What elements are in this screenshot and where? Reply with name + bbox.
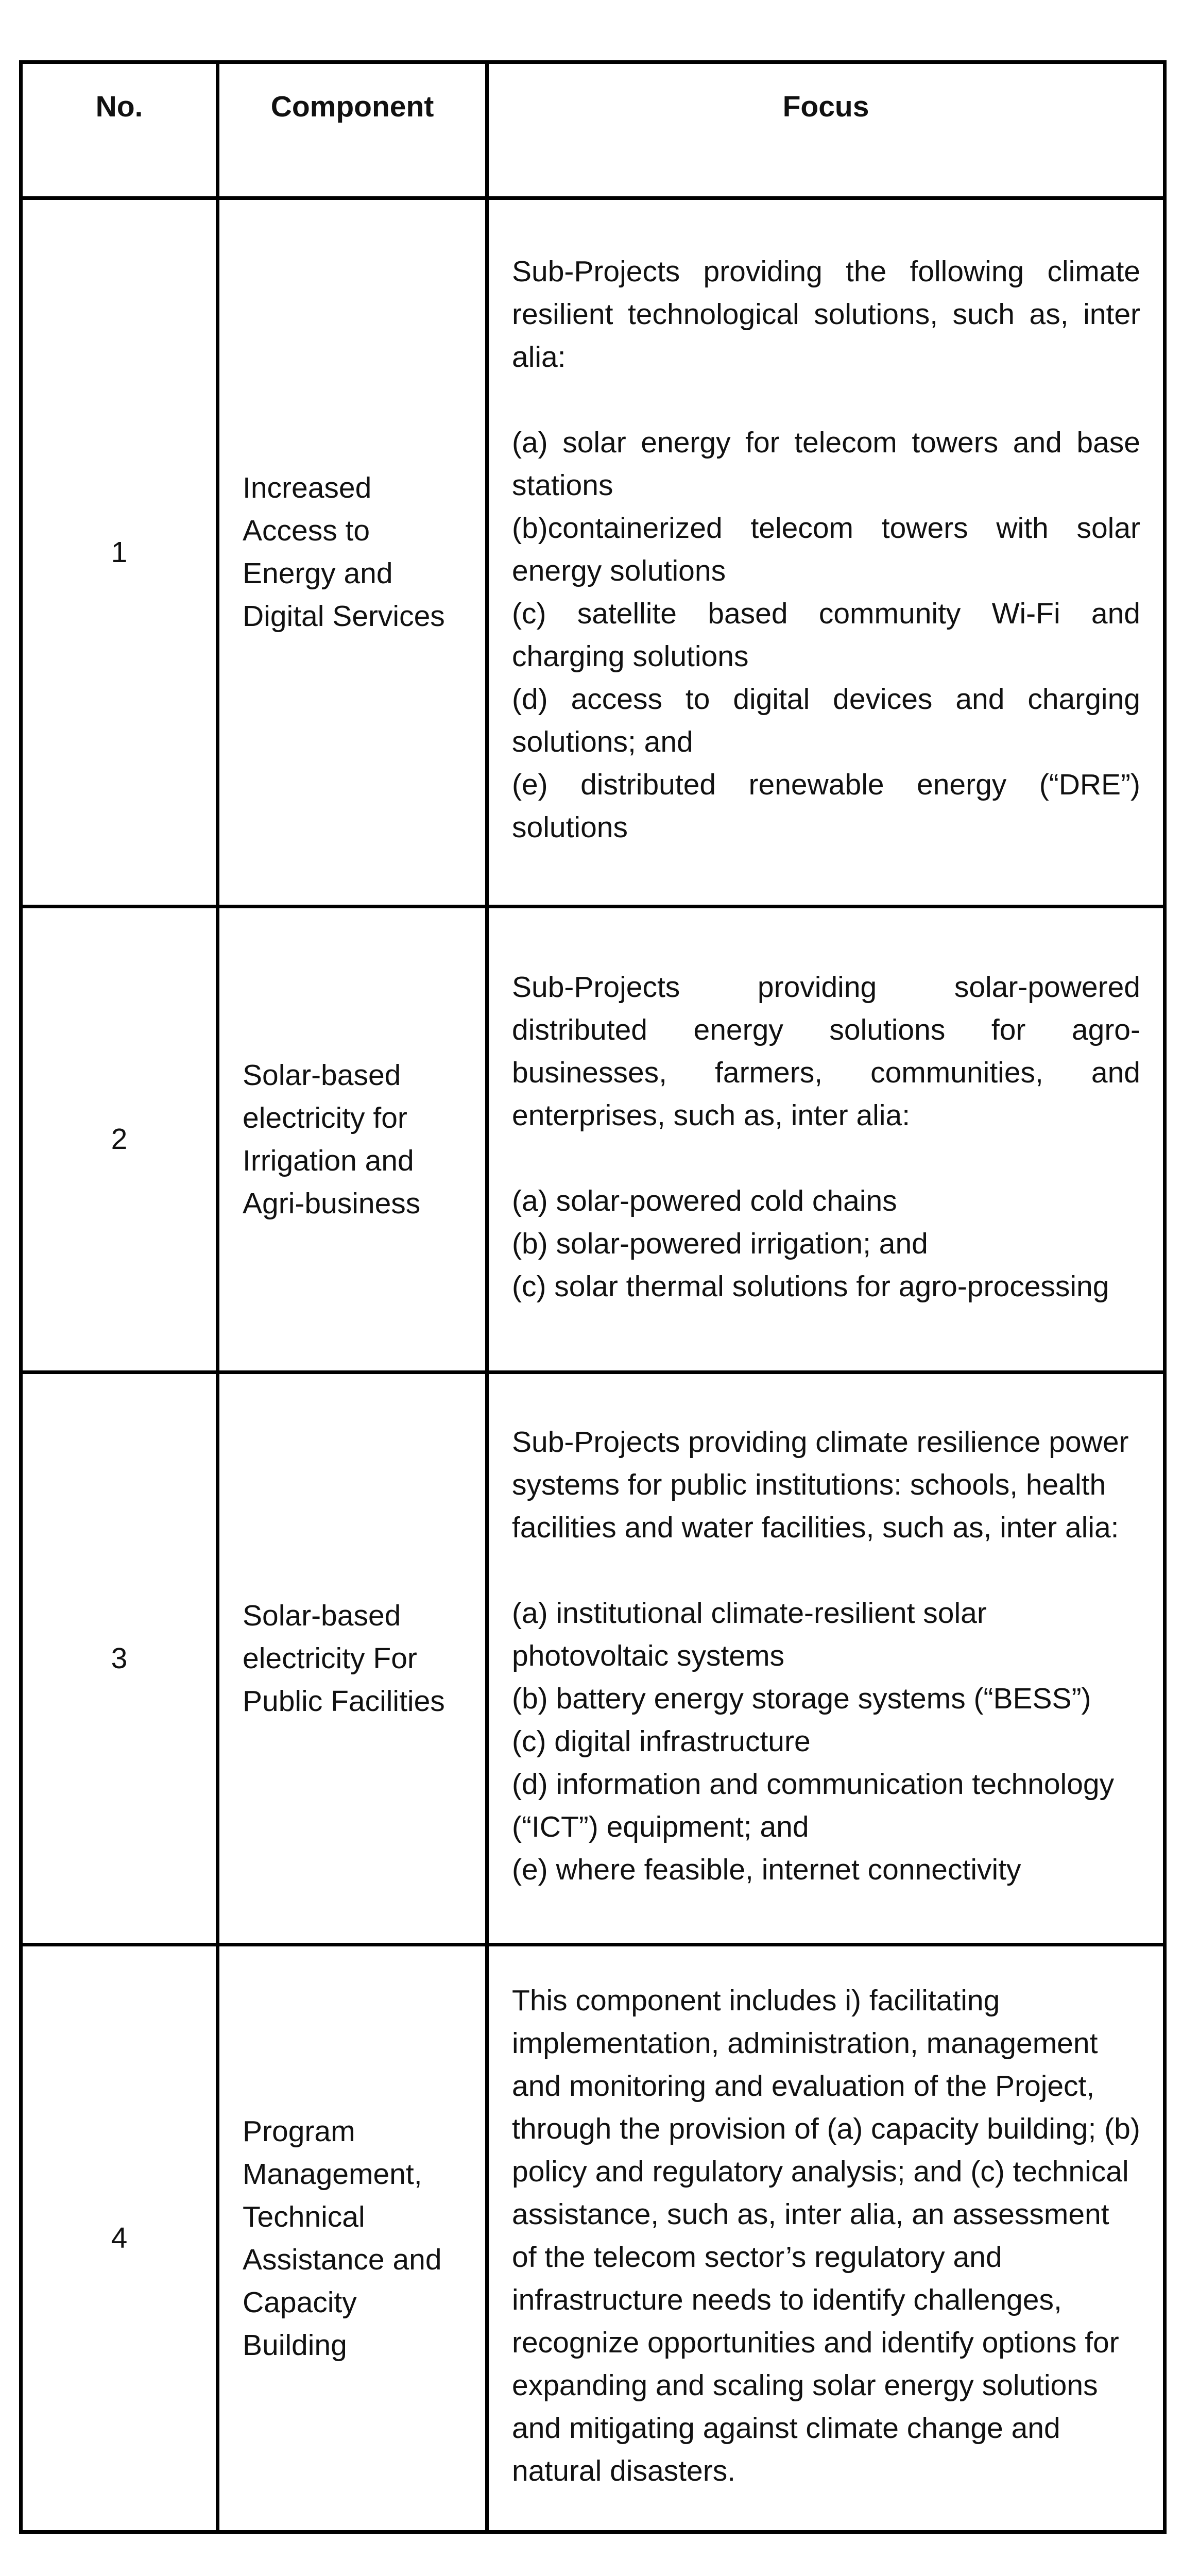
- header-no: No.: [21, 62, 218, 198]
- focus-item: (a) solar-powered cold chains: [512, 1184, 897, 1217]
- focus-list: [512, 421, 1140, 849]
- focus-intro: Sub-Projects providing climate resilience power systems for public institutions: schools, health facilities and water facilities, such as, inter alia:: [512, 1425, 1129, 1544]
- row-number: 4: [21, 1945, 218, 2532]
- header-focus: Focus: [487, 62, 1165, 198]
- focus-item: (c) solar thermal solutions for agro-processing: [512, 1269, 1109, 1303]
- focus-cell: [487, 1945, 1165, 2532]
- focus-item: (b)containerized telecom towers with solar energy solutions: [512, 512, 1140, 587]
- component-name: Increased Access to Energy and Digital Services: [218, 198, 487, 907]
- component-name: Solar-based electricity For Public Facilities: [218, 1372, 487, 1945]
- focus-item: (a) solar energy for telecom towers and base stations: [512, 426, 1140, 502]
- row-number: 1: [21, 198, 218, 907]
- component-name: Program Management, Technical Assistance and Capacity Building: [218, 1945, 487, 2532]
- table-row: [21, 1372, 1165, 1945]
- header-component: Component: [218, 62, 487, 198]
- focus-item: (a) institutional climate-resilient solar photovoltaic systems: [512, 1596, 987, 1672]
- focus-item: (b) battery energy storage systems (“BESS”): [512, 1682, 1091, 1715]
- focus-item: (b) solar-powered irrigation; and: [512, 1227, 928, 1260]
- focus-intro: Sub-Projects providing the following climate resilient technological solutions, such as, inter alia:: [512, 255, 1140, 374]
- focus-cell: [487, 907, 1165, 1372]
- table-row: [21, 198, 1165, 907]
- focus-item: (d) access to digital devices and charging solutions; and: [512, 683, 1140, 758]
- row-number: 3: [21, 1372, 218, 1945]
- focus-cell: [487, 198, 1165, 907]
- components-table: [19, 60, 1167, 2534]
- focus-item: (c) digital infrastructure: [512, 1724, 811, 1758]
- header-row: [21, 62, 1165, 198]
- focus-intro: Sub-Projects providing solar-powered distributed energy solutions for agro-businesses, farmers, communities, and enterprises, such as, inter alia:: [512, 970, 1140, 1132]
- focus-cell: [487, 1372, 1165, 1945]
- focus-item: (e) distributed renewable energy (“DRE”) solutions: [512, 768, 1140, 844]
- focus-item: (d) information and communication technology (“ICT”) equipment; and: [512, 1767, 1115, 1843]
- focus-item: (c) satellite based community Wi-Fi and charging solutions: [512, 597, 1140, 673]
- focus-text: This component includes i) facilitating implementation, administration, management and monitoring and evaluation of the Project, through the provision of (a) capacity building; (b) policy and regulatory analysis; and (c) technical assistance, such as, inter alia, an assessment of the telecom sector’s regulatory and infrastructure needs to identify challenges, recognize opportunities and identify options for expanding and scaling solar energy solutions and mitigating against climate change and natural disasters.: [512, 1984, 1140, 2487]
- focus-list: [512, 1592, 1140, 1891]
- table-row: [21, 907, 1165, 1372]
- component-name: Solar-based electricity for Irrigation and Agri-business: [218, 907, 487, 1372]
- row-number: 2: [21, 907, 218, 1372]
- focus-item: (e) where feasible, internet connectivity: [512, 1853, 1021, 1886]
- table-row: [21, 1945, 1165, 2532]
- focus-list: [512, 1180, 1140, 1308]
